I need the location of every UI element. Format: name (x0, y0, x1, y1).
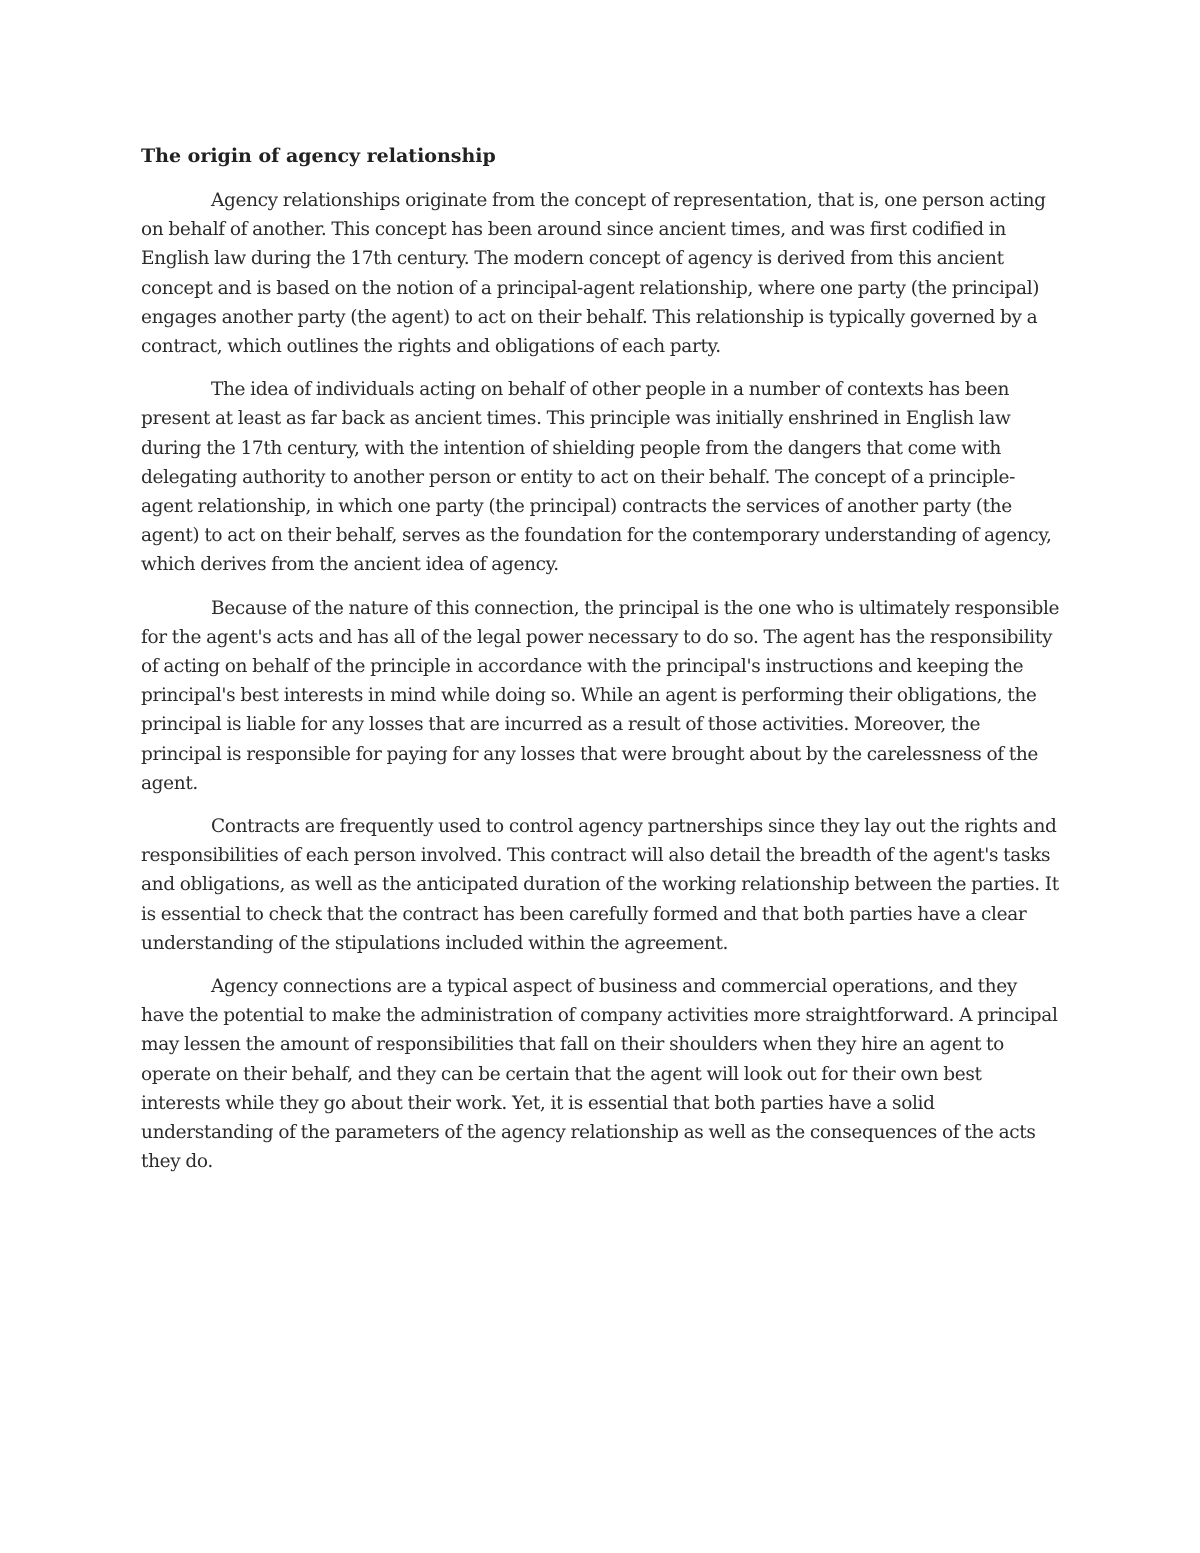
document-page (141, 138, 1061, 1191)
paragraph-historical-context: The idea of individuals acting on behalf of other people in a number of contexts has been present at least as far back as ancient times. This principle was initially enshrined in English law during the 17th century, with the intention of shielding people from the dangers that come with delegating authority to another person or entity to act on their behalf. The concept of a principle-agent relationship, in which one party (the principal) contracts the services of another party (the agent) to act on their behalf, serves as the foundation for the contemporary understanding of agency, which derives from the ancient idea of agency. (141, 379, 1052, 576)
document-title: The origin of agency relationship (141, 145, 496, 167)
paragraph-business-operations: Agency connections are a typical aspect of business and commercial operations, and they have the potential to make the administration of company activities more straightforward. A principal may lessen the amount of responsibilities that fall on their shoulders when they hire an agent to operate on their behalf, and they can be certain that the agent will look out for their own best interests while they go about their work. Yet, it is essential that both parties have a solid understanding of the parameters of the agency relationship as well as the consequences of the acts they do. (141, 976, 1058, 1173)
paragraph-principal-responsibility: Because of the nature of this connection, the principal is the one who is ultimately responsible for the agent's acts and has all of the legal power necessary to do so. The agent has the responsibility of acting on behalf of the principle in accordance with the principal's instructions and keeping the principal's best interests in mind while doing so. While an agent is performing their obligations, the principal is liable for any losses that are incurred as a result of those activities. Moreover, the principal is responsible for paying for any losses that were brought about by the carelessness of the agent. (141, 597, 1060, 794)
paragraph-origin-of-representation: Agency relationships originate from the concept of representation, that is, one person acting on behalf of another. This concept has been around since ancient times, and was first codified in English law during the 17th century. The modern concept of agency is derived from this ancient concept and is based on the notion of a principal-agent relationship, where one party (the principal) engages another party (the agent) to act on their behalf. This relationship is typically governed by a contract, which outlines the rights and obligations of each party. (141, 190, 1046, 358)
paragraph-contracts: Contracts are frequently used to control agency partnerships since they lay out the rights and responsibilities of each person involved. This contract will also detail the breadth of the agent's tasks and obligations, as well as the anticipated duration of the working relationship between the parties. It is essential to check that the contract has been carefully formed and that both parties have a clear understanding of the stipulations included within the agreement. (141, 816, 1059, 954)
